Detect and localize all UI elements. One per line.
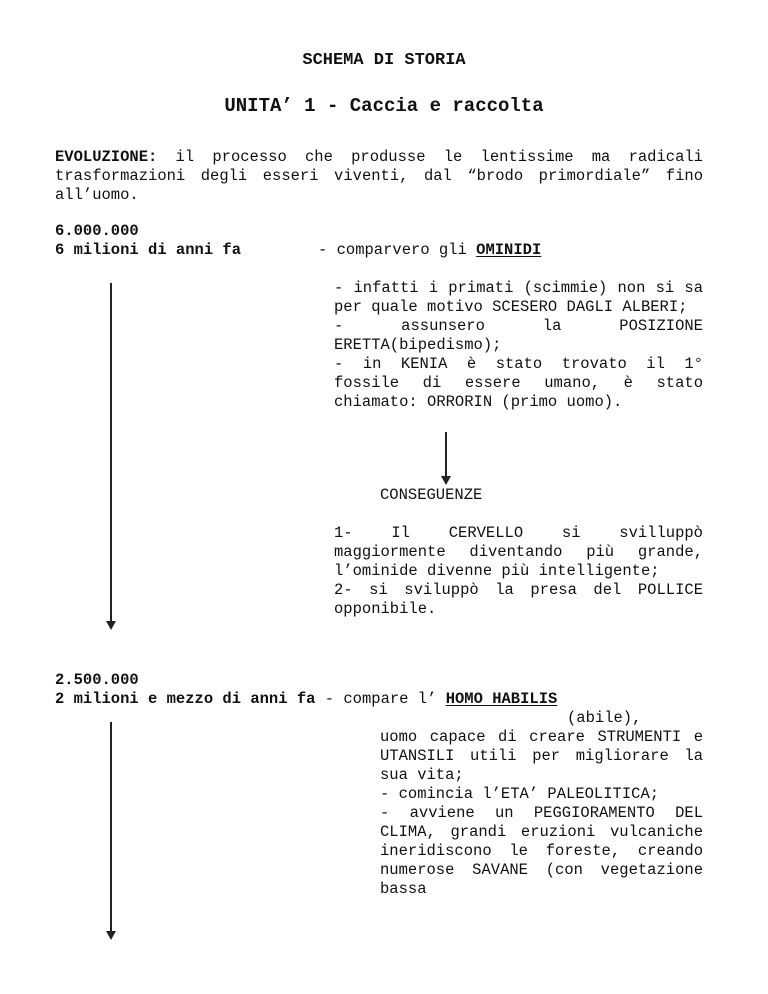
section2-event-prefix: - compare l’ bbox=[315, 690, 446, 708]
section1-event bbox=[318, 241, 541, 260]
detail-item: - assunsero la POSIZIONE ERETTA(bipedismo); bbox=[334, 317, 703, 354]
consequences-list bbox=[334, 524, 703, 619]
detail-item: uomo capace di creare STRUMENTI e UTANSILI utili per migliorare la sua vita; bbox=[380, 728, 703, 784]
timeline-arrow-head-icon bbox=[106, 621, 116, 630]
abile-note: (abile), bbox=[567, 709, 642, 727]
consequence-item: 1- Il CERVELLO si svilluppò maggiormente diventando più grande, l’ominide divenne più intelligente; bbox=[334, 524, 703, 580]
detail-item: - comincia l’ETA’ PALEOLITICA; bbox=[380, 785, 660, 803]
homo-habilis-highlight: HOMO HABILIS bbox=[445, 690, 558, 708]
section1-year-number: 6.000.000 bbox=[55, 222, 139, 240]
detail-item: - in KENIA è stato trovato il 1° fossile di essere umano, è stato chiamato: ORRORIN (primo uomo). bbox=[334, 355, 703, 411]
section2-details bbox=[380, 728, 703, 899]
unit-title: UNITA’ 1 - Caccia e raccolta bbox=[224, 95, 544, 117]
section1-details bbox=[334, 279, 703, 412]
timeline-arrow-line bbox=[110, 722, 112, 933]
consequences-arrow-line bbox=[445, 432, 447, 478]
detail-item: - infatti i primati (scimmie) non si sa per quale motivo SCESERO DAGLI ALBERI; bbox=[334, 279, 703, 316]
consequence-item: 2- si sviluppò la presa del POLLICE opponibile. bbox=[334, 581, 703, 618]
detail-item: - avviene un PEGGIORAMENTO DEL CLIMA, grandi eruzioni vulcaniche ineridiscono le foreste, creando numerose SAVANE (con vegetazione bassa bbox=[380, 804, 703, 898]
section2-year-words: 2 milioni e mezzo di anni fa bbox=[55, 690, 316, 708]
consequences-label: CONSEGUENZE bbox=[380, 486, 483, 504]
evoluzione-label: EVOLUZIONE: bbox=[55, 148, 158, 166]
consequences-arrow-head-icon bbox=[441, 476, 451, 485]
timeline-arrow-line bbox=[110, 283, 112, 623]
section2-header-line bbox=[55, 690, 557, 709]
evoluzione-text: il processo che produsse le lentissime ma radicali trasformazioni degli esseri viventi, dal “brodo primordiale” fino all’uomo. bbox=[55, 148, 703, 204]
ominidi-highlight: OMINIDI bbox=[476, 241, 542, 259]
document-title: SCHEMA DI STORIA bbox=[302, 51, 466, 70]
section1-event-prefix: - comparvero gli bbox=[318, 241, 477, 259]
timeline-arrow-head-icon bbox=[106, 931, 116, 940]
section2-year-number: 2.500.000 bbox=[55, 671, 139, 689]
evoluzione-paragraph bbox=[55, 148, 703, 205]
section1-year-words: 6 milioni di anni fa bbox=[55, 241, 242, 259]
